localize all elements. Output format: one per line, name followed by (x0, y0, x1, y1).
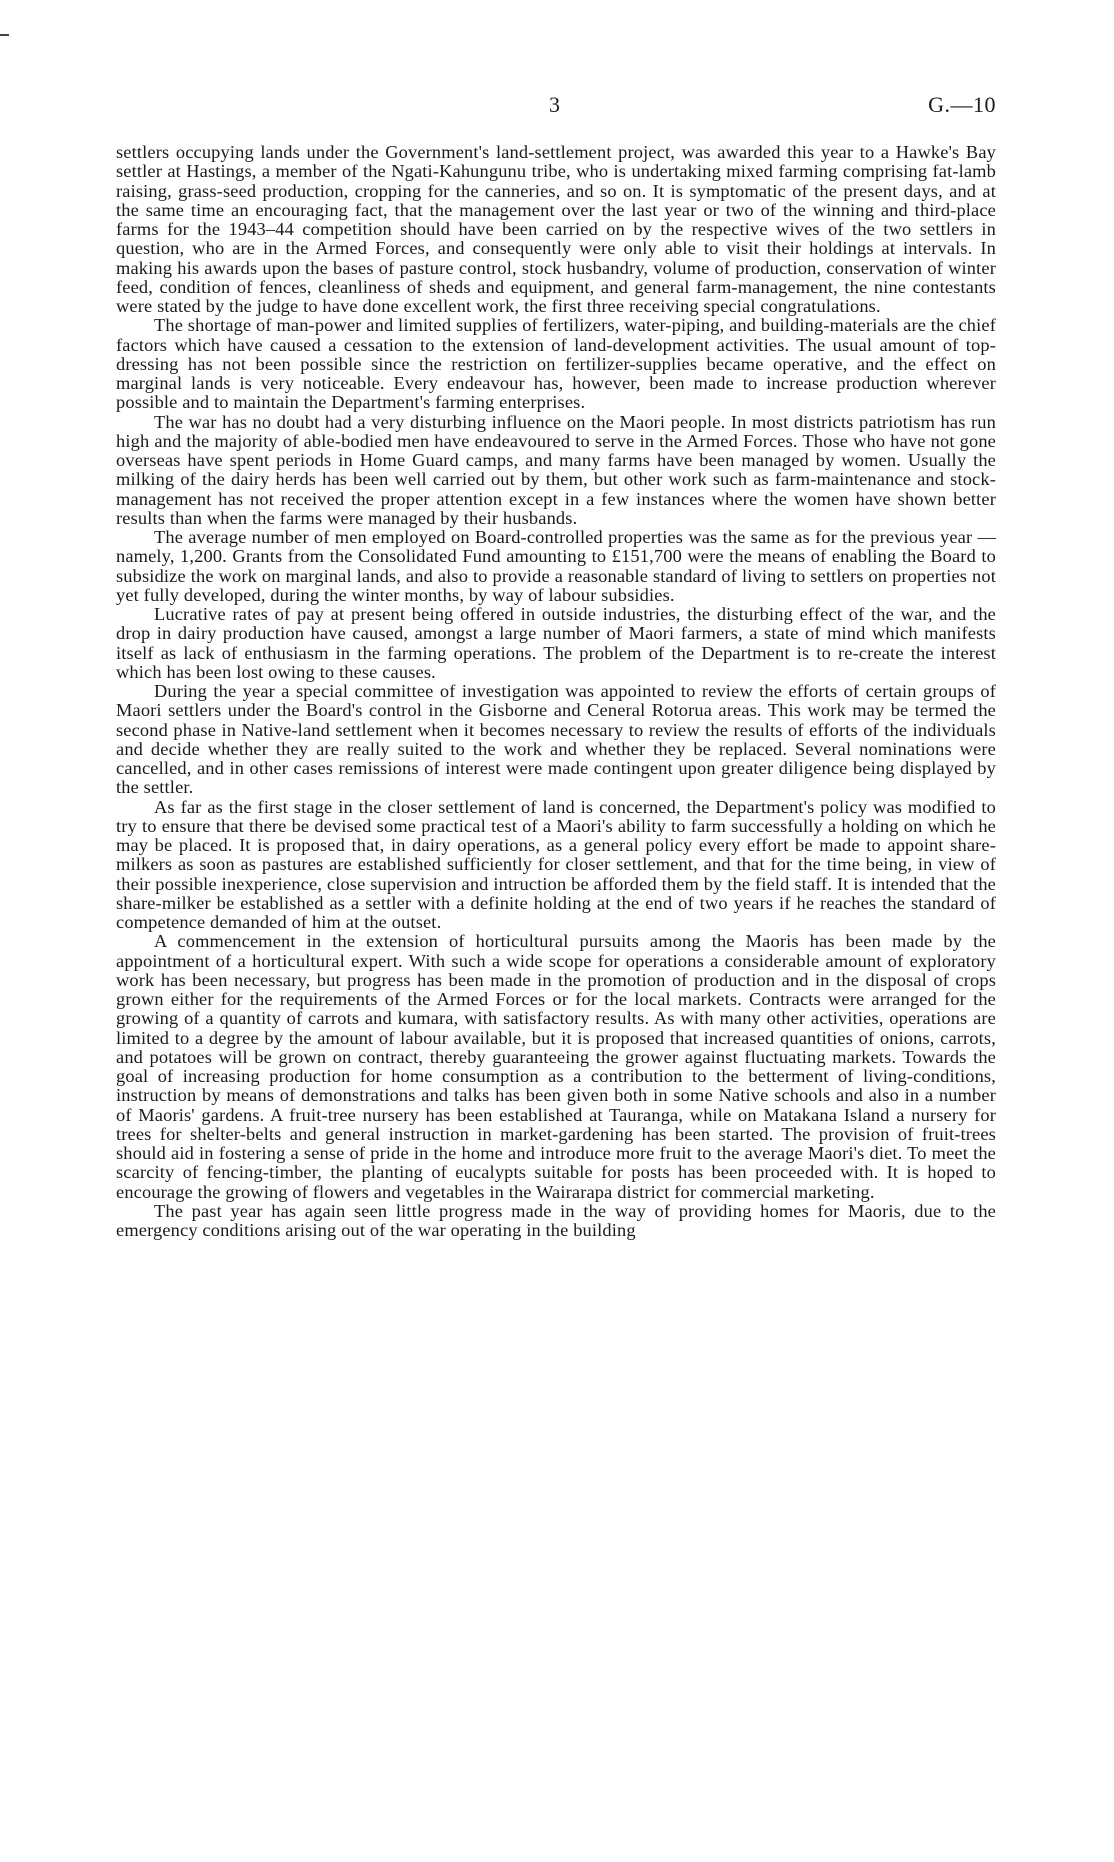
paragraph-housing-progress: The past year has again seen little progress made in the way of providing homes for Maoris, due to the emergency conditions arising out of the war operating in the building (116, 1200, 996, 1240)
paragraph-closer-settlement-policy: As far as the first stage in the closer settlement of land is concerned, the Department's policy was modified to try to ensure that there be devised some practical test of a Maori's ability to farm successfully a holding on which he may be placed. It is proposed that, in dairy operations, as a general policy every effort be made to appoint share-milkers as soon as pastures are established sufficiently for closer settlement, and that for the time being, in view of their possible inexperience, close supervision and intruction be afforded them by the field staff. It is intended that the share-milker be established as a settler with a definite holding at the end of two years if he reaches the standard of competence demanded of him at the outset. (116, 796, 996, 932)
document-reference: G.—10 (928, 92, 996, 117)
paragraph-horticultural-pursuits: A commencement in the extension of horticultural pursuits among the Maoris has been made by the appointment of a horticultural expert. With such a wide scope for operations a considerable amount of exploratory work has been necessary, but progress has been made in the promotion of production and in the disposal of crops grown either for the requirements of the Armed Forces or for the local markets. Contracts were arranged for the growing of a quantity of carrots and kumara, with satisfactory results. As with many other activities, operations are limited to a degree by the amount of labour available, but it is proposed that increased quantities of onions, carrots, and potatoes will be grown on contract, thereby guaranteeing the grower against fluctuating markets. Towards the goal of increasing production for home consumption as a contribution to the betterment of living-conditions, instruction by means of demonstrations and talks has been given both in some Native schools and also in a number of Maoris' gardens. A fruit-tree nursery has been established at Tauranga, while on Matakana Island a nursery for trees for shelter-belts and general instruction in market-gardening has been started. The provision of fruit-trees should aid in fostering a sense of pride in the home and introduce more fruit to the average Maori's diet. To meet the scarcity of fencing-timber, the planting of eucalypts suitable for posts has been proceeded with. It is hoped to encourage the growing of flowers and vegetables in the Wairarapa district for commercial marketing. (116, 931, 996, 1202)
paragraph-lucrative-rates: Lucrative rates of pay at present being offered in outside industries, the disturbing effect of the war, and the drop in dairy production have caused, amongst a large number of Maori farmers, a state of mind which manifests itself as lack of enthusiasm in the farming operations. The problem of the Department is to re-create the interest which has been lost owing to these causes. (116, 604, 996, 682)
paragraph-continued-award: settlers occupying lands under the Government's land-settlement project, was awarded this year to a Hawke's Bay settler at Hastings, a member of the Ngati-Kahungunu tribe, who is undertaking mixed farming comprising fat-lamb raising, grass-seed production, cropping for the canneries, and so on. It is symptomatic of the present days, and at the same time an encouraging fact, that the management over the last year or two of the winning and third-place farms for the 1943–44 competition should have been carried on by the respective wives of the two settlers in question, who are in the Armed Forces, and consequently were only able to visit their holdings at intervals. In making his awards upon the bases of pasture control, stock husbandry, volume of production, conservation of winter feed, condition of fences, cleanliness of sheds and equipment, and general farm-management, the nine contestants were stated by the judge to have done excellent work, the first three receiving special congratulations. (116, 142, 996, 316)
page-header (116, 92, 996, 128)
paragraph-war-influence: The war has no doubt had a very disturbing influence on the Maori people. In most districts patriotism has run high and the majority of able-bodied men have endeavoured to serve in the Armed Forces. Those who have not gone overseas have spent periods in Home Guard camps, and many farms have been managed by women. Usually the milking of the dairy herds has been well carried out by them, but other work such as farm-maintenance and stock-management has not received the proper attention except in a few instances where the women have shown better results than when the farms were managed by their husbands. (116, 411, 996, 528)
body-text (116, 143, 996, 1240)
paragraph-man-power-shortage: The shortage of man-power and limited supplies of fertilizers, water-piping, and building-materials are the chief factors which have caused a cessation to the extension of land-development activities. The usual amount of top-dressing has not been possible since the restriction on fertilizer-supplies became operative, and the effect on marginal lands is very noticeable. Every endeavour has, however, been made to increase production wherever possible and to maintain the Department's farming enterprises. (116, 315, 996, 413)
paragraph-investigation-committee: During the year a special committee of investigation was appointed to review the efforts of certain groups of Maori settlers under the Board's control in the Gisborne and Ceneral Rotorua areas. This work may be termed the second phase in Native-land settlement when it becomes necessary to review the results of efforts of the individuals and decide whether they are really suited to the work and whether they be replaced. Several nominations were cancelled, and in other cases remissions of interest were made contingent upon greater diligence being displayed by the settler. (116, 681, 996, 798)
paragraph-men-employed: The average number of men employed on Board-controlled properties was the same as for the previous year — namely, 1,200. Grants from the Consolidated Fund amounting to £151,700 were the means of enabling the Board to subsidize the work on marginal lands, and also to provide a reasonable standard of living to settlers on properties not yet fully developed, during the winter months, by way of labour subsidies. (116, 527, 996, 605)
page-number: 3 (549, 92, 561, 117)
scan-mark (0, 34, 9, 36)
